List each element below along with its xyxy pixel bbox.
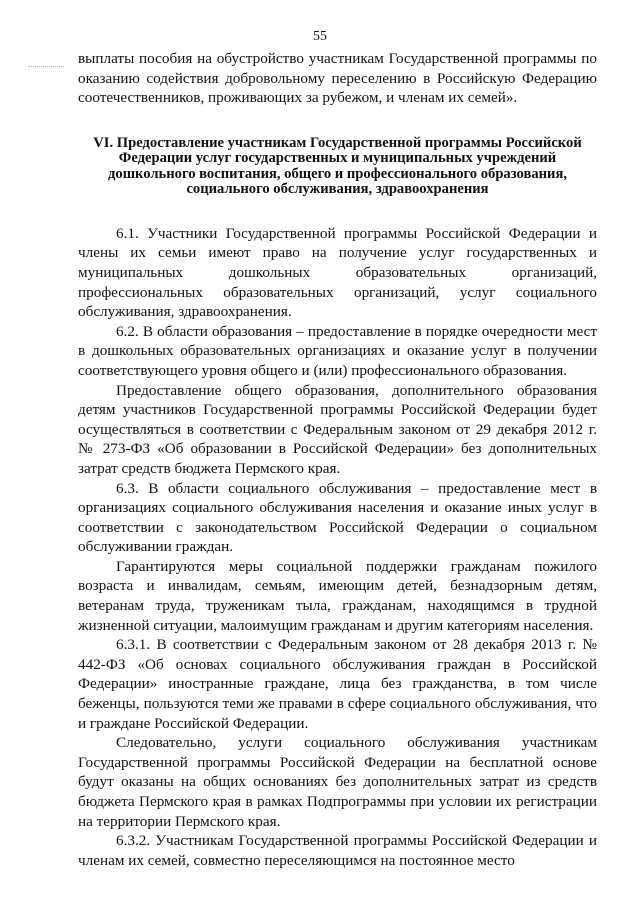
margin-scan-mark [28,60,64,67]
section-heading: VI. Предоставление участникам Государственной программы Российской Федерации услуг государственных и муниципальных учреждений дошкольного воспитания, общего и профессионального образования, социального обслуживания, здравоохранения [93,134,582,198]
paragraph-6-2: 6.2. В области образования – предоставление в порядке очередности мест в дошкольных образовательных организациях и оказание услуг в получении соответствующего уровня общего и (или) профессионального образования. [78,322,597,379]
paragraph-social-support: Гарантируются меры социальной поддержки гражданам пожилого возраста и инвалидам, семьям, имеющим детей, безнадзорным детям, ветеранам труда, труженикам тыла, гражданам, находящимся в трудной жизненной ситуации, малоимущим гражданам и другим категориям населения. [78,557,597,634]
paragraph-6-3: 6.3. В области социального обслуживания – предоставление мест в организациях социального обслуживания населения и оказание иных услуг в соответствии с законодательством Российской Федерации о социальном обслуживании граждан. [78,479,597,556]
paragraph-6-3-1: 6.3.1. В соответствии с Федеральным законом от 28 декабря 2013 г. № 442-ФЗ «Об основах социального обслуживания граждан в Российской Федерации» иностранные граждане, лица без гражданства, в том числе беженцы, пользуются теми же правами в сфере социального обслуживания, что и граждане Российской Федерации. [78,636,597,732]
paragraph-6-1: 6.1. Участники Государственной программы Российской Федерации и члены их семьи имеют право на получение услуг государственных и муниципальных дошкольных образовательных организаций, профессиональных образовательных организаций, услуг социального обслуживания, здравоохранения. [78,224,597,321]
paragraph-general-education: Предоставление общего образования, дополнительного образования детям участников Государственной программы Российской Федерации будет осуществляться в соответствии с Федеральным законом от 29 декабря 2012 г. № 273-ФЗ «Об образовании в Российской Федерации» без дополнительных затрат средств бюджета Пермского края. [78,381,597,477]
document-body [78,49,597,870]
intro-paragraph: выплаты пособия на обустройство участникам Государственной программы по оказанию содействия добровольному переселению в Российскую Федерацию соотечественников, проживающих за рубежом, и членам их семей». [78,50,597,107]
page-number: 55 [313,29,327,44]
paragraph-consequently: Следовательно, услуги социального обслуживания участникам Государственной программы Российской Федерации на бесплатной основе будут оказаны на общих основаниях без дополнительных затрат из средств бюджета Пермского края в рамках Подпрограммы при условии их регистрации на территории Пермского края. [78,734,597,830]
paragraph-6-3-2: 6.3.2. Участникам Государственной программы Российской Федерации и членам их семей, совместно переселяющимся на постоянное место [78,832,597,869]
